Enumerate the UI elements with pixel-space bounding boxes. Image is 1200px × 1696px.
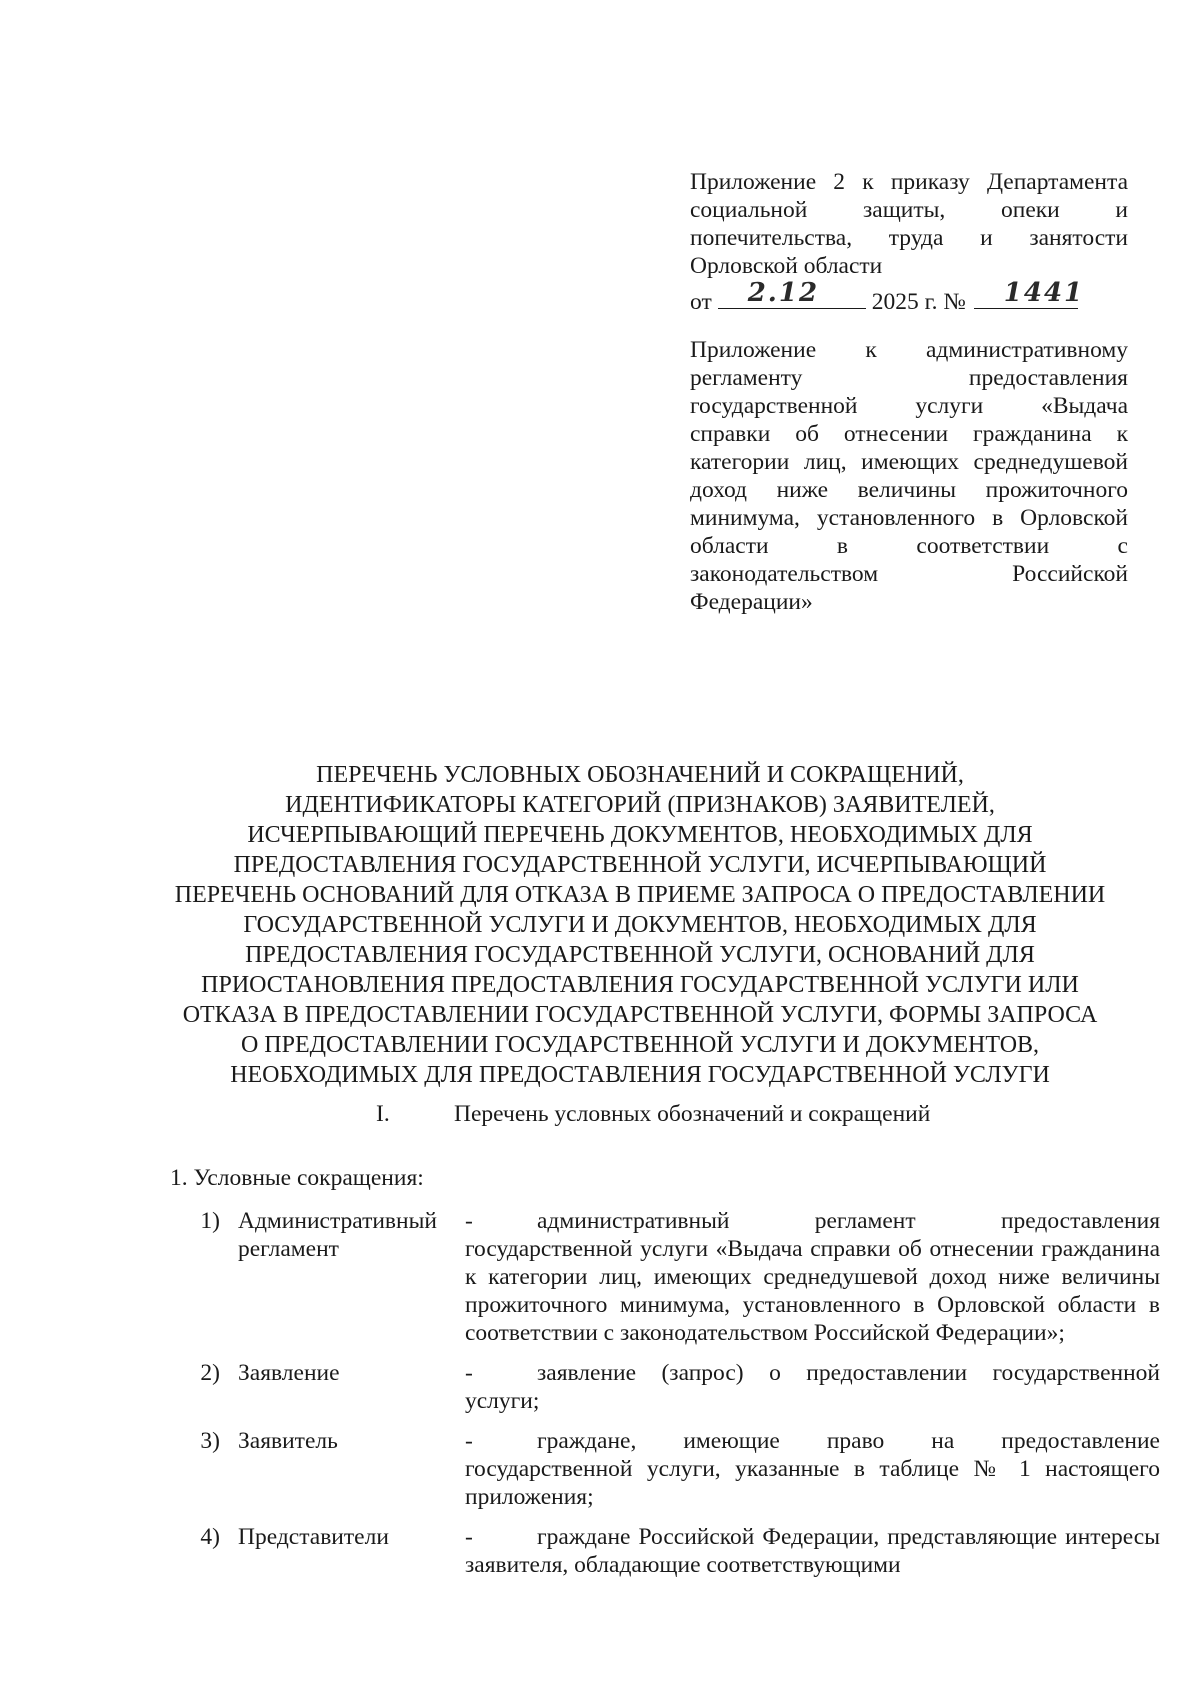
definition-text — [465, 1207, 1160, 1347]
definition-body: заявление (запрос) о предоставлении государственной услуги; — [465, 1360, 1160, 1414]
annex-regulation-line: государственной услуги «Выдача — [690, 393, 1128, 419]
annex-regulation-line: законодательством Российской — [690, 561, 1128, 587]
annex-order-line: Приложение 2 к приказу Департамента — [690, 169, 1128, 195]
annex-regulation-line: доход ниже величины прожиточного — [690, 477, 1128, 503]
order-number-handwritten: 1441 — [1003, 278, 1085, 308]
definition-term: Заявитель — [238, 1428, 338, 1454]
order-date-field — [718, 280, 866, 309]
annex-order-line: социальной защиты, опеки и — [690, 197, 1128, 223]
order-from-label: от — [690, 289, 712, 315]
title-line: ПЕРЕЧЕНЬ УСЛОВНЫХ ОБОЗНАЧЕНИЙ И СОКРАЩЕНИЙ, — [316, 762, 964, 788]
definition-text — [465, 1359, 1160, 1415]
definitions-list — [170, 1207, 1160, 1591]
annex-order-line: Орловской области — [690, 253, 883, 279]
definition-term: Заявление — [238, 1360, 340, 1386]
order-number-field — [974, 278, 1085, 309]
title-line: ИДЕНТИФИКАТОРЫ КАТЕГОРИЙ (ПРИЗНАКОВ) ЗАЯВИТЕЛЕЙ, — [285, 792, 995, 818]
annex-regulation-line: Федерации» — [690, 589, 813, 615]
title-line: НЕОБХОДИМЫХ ДЛЯ ПРЕДОСТАВЛЕНИЯ ГОСУДАРСТВЕННОЙ УСЛУГИ — [230, 1062, 1050, 1088]
definition-text — [465, 1427, 1160, 1511]
annex-regulation-line: справки об отнесении гражданина к — [690, 421, 1128, 447]
definition-text — [465, 1523, 1160, 1579]
definition-row — [170, 1207, 1160, 1347]
section-heading — [170, 1100, 1070, 1128]
definition-dash: - — [465, 1524, 473, 1550]
title-line: ГОСУДАРСТВЕННОЙ УСЛУГИ И ДОКУМЕНТОВ, НЕОБХОДИМЫХ ДЛЯ — [243, 912, 1037, 938]
order-year-label: 2025 г. № — [871, 289, 966, 315]
definition-term: Административный регламент — [238, 1208, 437, 1262]
definition-number: 1) — [200, 1208, 220, 1234]
document-title — [150, 760, 1130, 1090]
definition-row — [170, 1427, 1160, 1511]
annex-order-block — [690, 168, 1128, 316]
order-date-handwritten: 2.12 — [747, 278, 820, 308]
annex-regulation-line: области в соответствии с — [690, 533, 1128, 559]
title-line: ПРЕДОСТАВЛЕНИЯ ГОСУДАРСТВЕННОЙ УСЛУГИ, ИСЧЕРПЫВАЮЩИЙ — [233, 852, 1047, 878]
annex-regulation-line: минимума, установленного в Орловской — [690, 505, 1128, 531]
annex-regulation-block — [690, 336, 1128, 616]
section-number: I. — [376, 1101, 390, 1127]
title-line: ПРЕДОСТАВЛЕНИЯ ГОСУДАРСТВЕННОЙ УСЛУГИ, ОСНОВАНИЙ ДЛЯ — [245, 942, 1035, 968]
definition-body: граждане Российской Федерации, представляющие интересы заявителя, обладающие соответствующими — [465, 1524, 1160, 1578]
definition-dash: - — [465, 1360, 473, 1386]
annex-regulation-line: регламенту предоставления — [690, 365, 1128, 391]
title-line: ПЕРЕЧЕНЬ ОСНОВАНИЙ ДЛЯ ОТКАЗА В ПРИЕМЕ ЗАПРОСА О ПРЕДОСТАВЛЕНИИ — [174, 882, 1106, 908]
title-line: ИСЧЕРПЫВАЮЩИЙ ПЕРЕЧЕНЬ ДОКУМЕНТОВ, НЕОБХОДИМЫХ ДЛЯ — [247, 822, 1033, 848]
title-line: ПРИОСТАНОВЛЕНИЯ ПРЕДОСТАВЛЕНИЯ ГОСУДАРСТВЕННОЙ УСЛУГИ ИЛИ — [201, 972, 1079, 998]
definition-number: 3) — [200, 1428, 220, 1454]
definition-body: административный регламент предоставления государственной услуги «Выдача справки об отнесении гражданина к категории лиц, имеющих среднедушевой доход ниже величины прожиточного минимума, установленного в Орловской области в соответствии с законодательством Российской Федерации»; — [465, 1208, 1160, 1346]
definition-dash: - — [465, 1428, 473, 1454]
annex-order-line: попечительства, труда и занятости — [690, 225, 1128, 251]
definition-number: 2) — [200, 1360, 220, 1386]
title-line: ОТКАЗА В ПРЕДОСТАВЛЕНИИ ГОСУДАРСТВЕННОЙ УСЛУГИ, ФОРМЫ ЗАПРОСА — [182, 1002, 1098, 1028]
definition-term: Представители — [238, 1524, 389, 1550]
definition-row — [170, 1359, 1160, 1415]
definition-number: 4) — [200, 1524, 220, 1550]
section-title: Перечень условных обозначений и сокращений — [454, 1101, 931, 1127]
definition-body: граждане, имеющие право на предоставление государственной услуги, указанные в таблице № 1 настоящего приложения; — [465, 1428, 1160, 1510]
title-line: О ПРЕДОСТАВЛЕНИИ ГОСУДАРСТВЕННОЙ УСЛУГИ И ДОКУМЕНТОВ, — [240, 1032, 1040, 1058]
subsection-heading: 1. Условные сокращения: — [170, 1165, 424, 1191]
definition-dash: - — [465, 1208, 473, 1234]
annex-regulation-line: категории лиц, имеющих среднедушевой — [690, 449, 1128, 475]
definition-row — [170, 1523, 1160, 1579]
order-date-number-line — [690, 280, 1128, 316]
annex-regulation-line: Приложение к административному — [690, 337, 1128, 363]
